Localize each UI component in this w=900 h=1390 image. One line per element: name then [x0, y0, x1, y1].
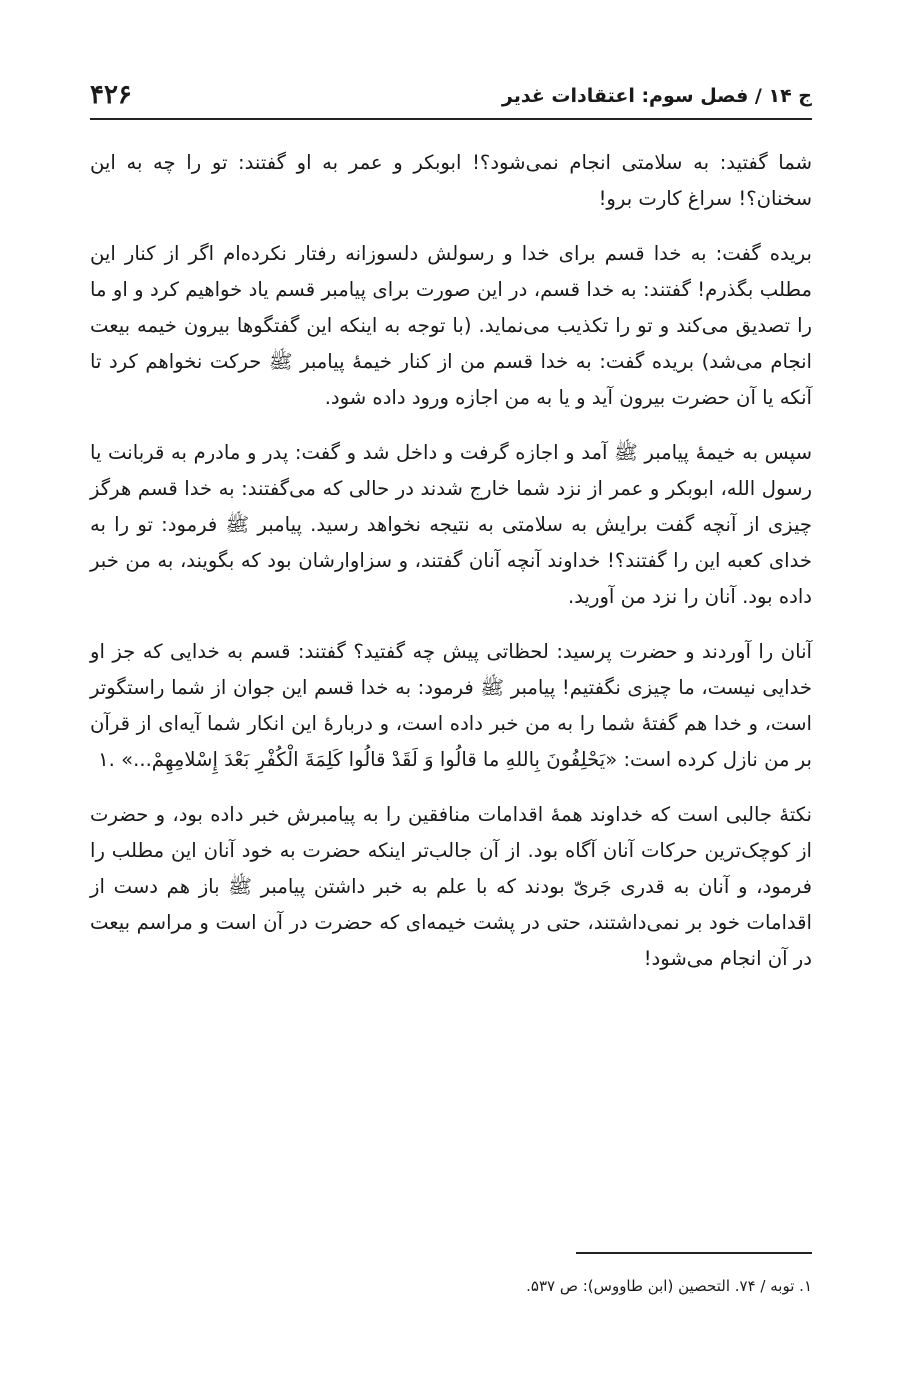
- body-text: [90, 145, 812, 996]
- paragraph: بریده گفت: به خدا قسم برای خدا و رسولش دلسوزانه رفتار نکرده‌ام اگر از کنار این مطلب بگذرم! گفتند: به خدا قسم، در این صورت برای پیامبر قسم یاد خواهیم کرد و او ما را تصدیق می‌کند و تو را تکذیب می‌نماید. (با توجه به اینکه این گفتگوها بیرون خیمه بیعت انجام می‌شد) بریده گفت: به خدا قسم من از کنار خیمهٔ پیامبر ﷺ حرکت نخواهم کرد تا آنکه یا آن حضرت بیرون آید و یا به من اجازه ورود داده شود.: [90, 242, 812, 409]
- paragraph: سپس به خیمهٔ پیامبر ﷺ آمد و اجازه گرفت و داخل شد و گفت: پدر و مادرم به قربانت یا رسول الله، ابوبکر و عمر از نزد شما خارج شدند در حالی که می‌گفتند: به خدا قسم هرگز چیزی از آنچه گفت برایش به سلامتی به نتیجه نخواهد رسید. پیامبر ﷺ فرمود: تو را به خدای کعبه این را گفتند؟! خداوند آنچه آنان گفتند، و سزاوارشان بود که بگویند، به من خبر داده بود. آنان را نزد من آورید.: [90, 441, 812, 608]
- footnote-divider: [576, 1252, 812, 1254]
- page-number: ۴۲۶: [90, 80, 132, 110]
- paragraph: نکتهٔ جالبی است که خداوند همهٔ اقدامات منافقین را به پیامبرش خبر داده بود، و حضرت از کوچک‌ترین حرکات آنان آگاه بود. از آن جالب‌تر اینکه حضرت به خود آنان این مطلب را فرمود، و آنان به قدری جَریّ بودند که با علم به خبر داشتن پیامبر ﷺ باز هم دست از اقدامات خود بر نمی‌داشتند، حتی در پشت خیمه‌ای که حضرت در آن است و مراسم بیعت در آن انجام می‌شود!: [90, 803, 812, 970]
- footnote: ۱. توبه / ۷۴. التحصین (ابن طاووس): ص ۵۳۷.: [526, 1277, 812, 1295]
- paragraph: شما گفتید: به سلامتی انجام نمی‌شود؟! ابوبکر و عمر به او گفتند: تو را چه به این سخنان؟! سراغ کارت برو!: [90, 151, 812, 210]
- header-divider: [90, 118, 812, 120]
- paragraph: آنان را آوردند و حضرت پرسید: لحظاتی پیش چه گفتید؟ گفتند: قسم به خدایی که جز او خدایی نیست، ما چیزی نگفتیم! پیامبر ﷺ فرمود: به خدا قسم این جوان از شما راستگوتر است، و خدا هم گفتهٔ شما را به من خبر داده است، و دربارهٔ این انکار شما آیه‌ای از قرآن بر من نازل کرده است: «یَحْلِفُونَ بِاللهِ ما قالُوا وَ لَقَدْ قالُوا کَلِمَةَ الْکُفْرِ بَعْدَ إِسْلامِهِمْ...» .۱: [90, 640, 812, 771]
- running-head-title: ج ۱۴ / فصل سوم: اعتقادات غدیر: [501, 85, 812, 107]
- book-page: [90, 0, 812, 1390]
- running-head: [90, 70, 812, 110]
